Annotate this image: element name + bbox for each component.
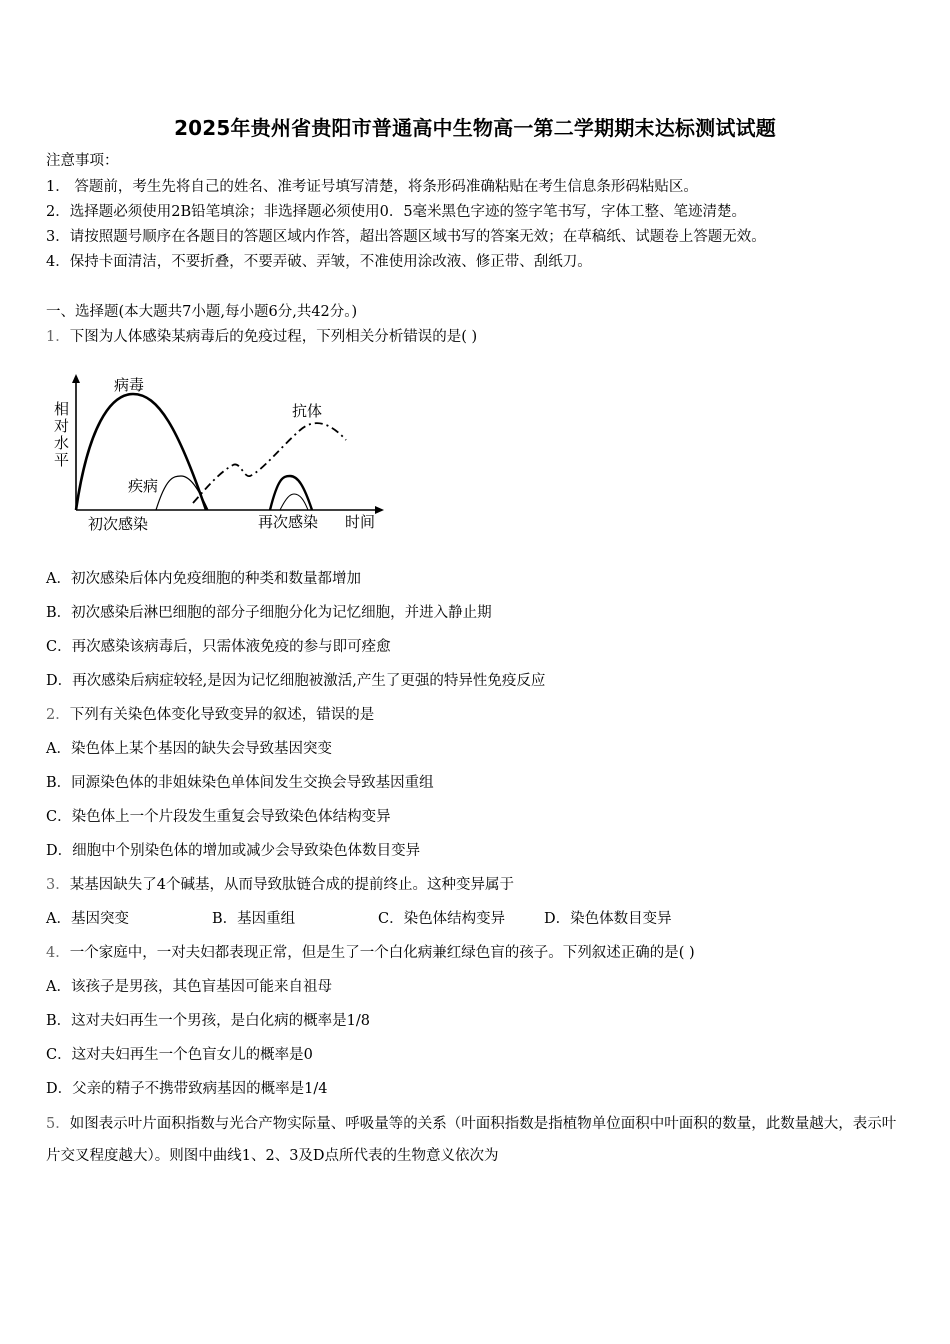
question-1-option-c: C．再次感染该病毒后，只需体液免疫的参与即可痊愈: [46, 639, 391, 655]
immune-response-figure: [48, 368, 393, 538]
reinfection-label: 再次感染: [258, 513, 319, 531]
question-4-option-a: A．该孩子是男孩，其色盲基因可能来自祖母: [46, 979, 332, 995]
question-number: 2．: [46, 707, 70, 723]
notice-heading: 注意事项：: [46, 153, 119, 169]
question-2-option-b: B．同源染色体的非姐妹染色单体间发生交换会导致基因重组: [46, 775, 434, 791]
question-3-options: [46, 909, 672, 929]
question-3-option-b: B．基因重组: [212, 911, 296, 927]
question-number: 3．: [46, 877, 70, 893]
question-text: 下图为人体感染某病毒后的免疫过程，下列相关分析错误的是( ): [69, 329, 478, 345]
y-axis-label: 平: [54, 451, 70, 469]
question-2-stem: [46, 705, 374, 725]
question-2-option-d: D．细胞中个别染色体的增加或减少会导致染色体数目变异: [46, 843, 421, 859]
question-text: 下列有关染色体变化导致变异的叙述，错误的是: [69, 707, 375, 723]
page-title: 2025年贵州省贵阳市普通高中生物高一第二学期期末达标测试试题: [174, 116, 776, 140]
time-axis-label: 时间: [345, 513, 376, 531]
question-1-option-b: B．初次感染后淋巴细胞的部分子细胞分化为记忆细胞，并进入静止期: [46, 605, 492, 621]
notice-item: 3．请按照题号顺序在各题目的答题区域内作答，超出答题区域书写的答案无效；在草稿纸、试题卷上答题无效。: [46, 229, 766, 245]
notice-item: 4．保持卡面清洁，不要折叠，不要弄破、弄皱，不准使用涂改液、修正带、刮纸刀。: [46, 254, 592, 270]
question-number: 1．: [46, 329, 70, 345]
question-3-option-d: D．染色体数目变异: [544, 911, 672, 927]
question-4-option-c: C．这对夫妇再生一个色盲女儿的概率是0: [46, 1047, 313, 1063]
disease-label: 疾病: [128, 477, 159, 495]
question-4-stem: [46, 943, 695, 963]
antibody-curve: [193, 423, 346, 503]
y-axis-label: 对: [54, 417, 70, 435]
antibody-label: 抗体: [292, 402, 323, 420]
notice-item: 1． 答题前，考生先将自己的姓名、准考证号填写清楚，将条形码准确粘贴在考生信息条形码粘贴区。: [46, 179, 698, 195]
question-5-stem: [46, 1108, 906, 1172]
question-text: 一个家庭中，一对夫妇都表现正常，但是生了一个白化病兼红绿色盲的孩子。下列叙述正确的是( ): [69, 945, 695, 961]
question-text: 如图表示叶片面积指数与光合产物实际量、呼吸量等的关系（叶面积指数是指植物单位面积中叶面积的数量，此数量越大，表示叶片交叉程度越大）。则图中曲线1、2、3及D点所代表的生物意义依次为: [46, 1116, 897, 1164]
question-1-stem: [46, 327, 477, 347]
question-2-option-a: A．染色体上某个基因的缺失会导致基因突变: [46, 741, 332, 757]
question-number: 4．: [46, 945, 70, 961]
notice-item: 2．选择题必须使用2B铅笔填涂；非选择题必须使用0．5毫米黑色字迹的签字笔书写，字体工整、笔迹清楚。: [46, 204, 747, 220]
question-3-option-a: A．基因突变: [46, 911, 129, 927]
figure-axes: [72, 374, 384, 514]
question-2-option-c: C．染色体上一个片段发生重复会导致染色体结构变异: [46, 809, 391, 825]
question-4-option-d: D．父亲的精子不携带致病基因的概率是1/4: [46, 1081, 328, 1097]
question-3-option-c: C．染色体结构变异: [378, 911, 506, 927]
first-infection-label: 初次感染: [88, 515, 149, 533]
section-heading: 一、选择题(本大题共7小题,每小题6分,共42分。): [46, 304, 358, 320]
question-3-stem: [46, 875, 514, 895]
reinfection-disease-curve: [280, 494, 308, 510]
y-axis-label: 水: [54, 434, 70, 452]
y-axis-label: 相: [54, 400, 70, 418]
question-number: 5．: [46, 1116, 70, 1132]
virus-label: 病毒: [114, 376, 145, 394]
question-text: 某基因缺失了4个碱基，从而导致肽链合成的提前终止。这种变异属于: [69, 877, 514, 893]
question-1-option-d: D．再次感染后病症较轻,是因为记忆细胞被激活,产生了更强的特异性免疫反应: [46, 673, 546, 689]
question-1-option-a: A．初次感染后体内免疫细胞的种类和数量都增加: [46, 571, 361, 587]
question-4-option-b: B．这对夫妇再生一个男孩，是白化病的概率是1/8: [46, 1013, 370, 1029]
